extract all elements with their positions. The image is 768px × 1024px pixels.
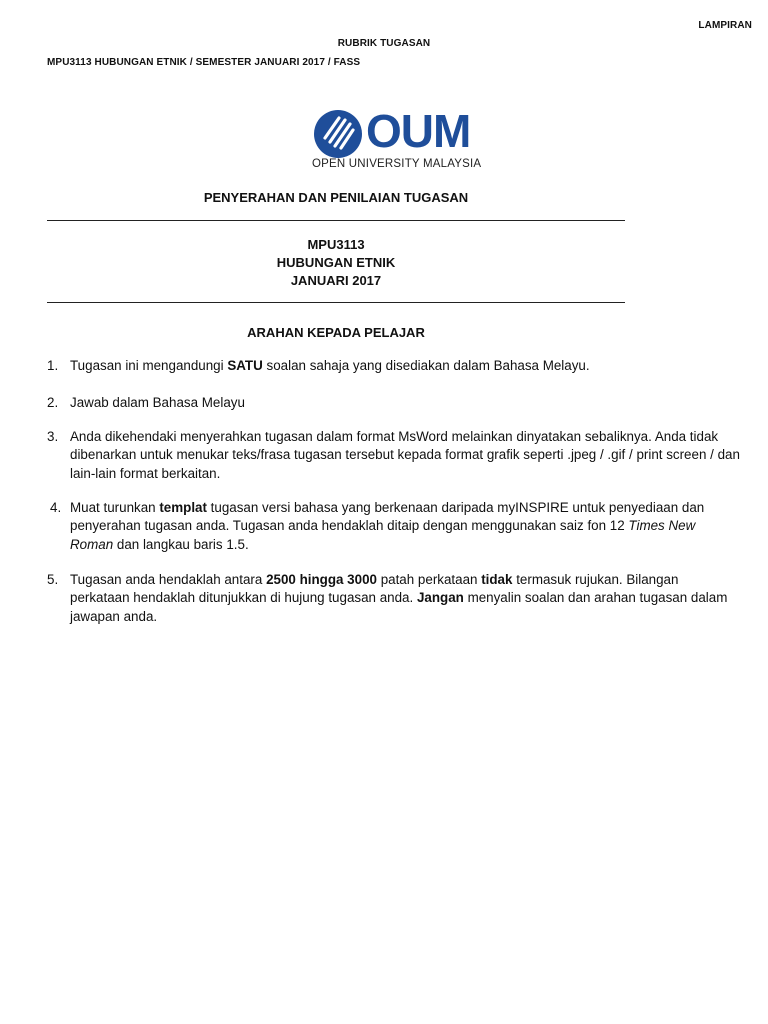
instruction-segment: Muat turunkan [70, 500, 160, 515]
logo-subtitle: OPEN UNIVERSITY MALAYSIA [312, 158, 482, 170]
instruction-segment: SATU [227, 358, 263, 373]
instruction-segment: menyalin soalan dan arahan tugasan dalam jawapan anda. [70, 590, 728, 624]
instruction-text [70, 571, 740, 626]
instruction-segment: Jawab dalam Bahasa Melayu [70, 395, 245, 410]
divider-bottom [47, 302, 625, 303]
course-block [47, 236, 625, 290]
instruction-segment: patah perkataan [376, 572, 482, 587]
course-line: MPU3113 HUBUNGAN ETNIK / SEMESTER JANUARI 2017 / FASS [47, 57, 361, 68]
lampiran-label: LAMPIRAN [698, 20, 752, 31]
instruction-text [70, 394, 740, 412]
instruction-segment: tidak [481, 572, 513, 587]
instruction-segment: dan langkau baris 1.5. [113, 536, 249, 552]
document-title: PENYERAHAN DAN PENILAIAN TUGASAN [203, 190, 469, 205]
instruction-segment: Anda dikehendaki menyerahkan tugasan dalam format MsWord melainkan dinyatakan sebaliknya. Anda tidak dibenarkan untuk menukar teks/frasa tugasan tersebut kepada format grafik seperti .jpeg / .gif / print screen / dan lain-lain format berkaitan. [70, 429, 740, 481]
instruction-text [70, 428, 740, 483]
instructions-title: ARAHAN KEPADA PELAJAR [247, 325, 425, 340]
instruction-text [70, 499, 740, 554]
instruction-text [70, 357, 740, 375]
course-code: MPU3113 [307, 237, 365, 252]
course-term: JANUARI 2017 [290, 273, 382, 288]
instruction-number: 5. [47, 572, 59, 587]
instruction-segment: Tugasan ini mengandungi [70, 358, 228, 373]
oum-logo [312, 105, 492, 174]
instruction-segment: soalan sahaja yang disediakan dalam Bahasa Melayu. [262, 358, 590, 373]
oum-globe-icon [312, 108, 368, 160]
instruction-segment: termasuk rujukan. Bilangan perkataan hendaklah ditunjukkan di hujung tugasan anda. [70, 572, 679, 606]
instruction-segment: Tugasan anda hendaklah antara [70, 572, 267, 587]
instruction-segment: Times New Roman [70, 518, 696, 552]
divider-top [47, 220, 625, 221]
instruction-segment: 2500 hingga 3000 [266, 572, 377, 587]
instruction-number: 3. [47, 429, 59, 444]
instruction-segment: templat [159, 500, 207, 515]
rubrik-title: RUBRIK TUGASAN [337, 38, 431, 49]
instruction-segment: tugasan versi bahasa yang berkenaan daripada myINSPIRE untuk penyediaan dan penyerahan tugasan anda. Tugasan anda hendaklah ditaip dengan menggunakan saiz fon 12 [70, 500, 705, 534]
instruction-segment: Jangan [416, 590, 464, 606]
course-name: HUBUNGAN ETNIK [276, 255, 396, 270]
instruction-number: 2. [47, 395, 59, 410]
logo-wordmark: OUM [366, 105, 471, 157]
instruction-number: 1. [47, 358, 59, 373]
instruction-number: 4. [50, 500, 62, 515]
